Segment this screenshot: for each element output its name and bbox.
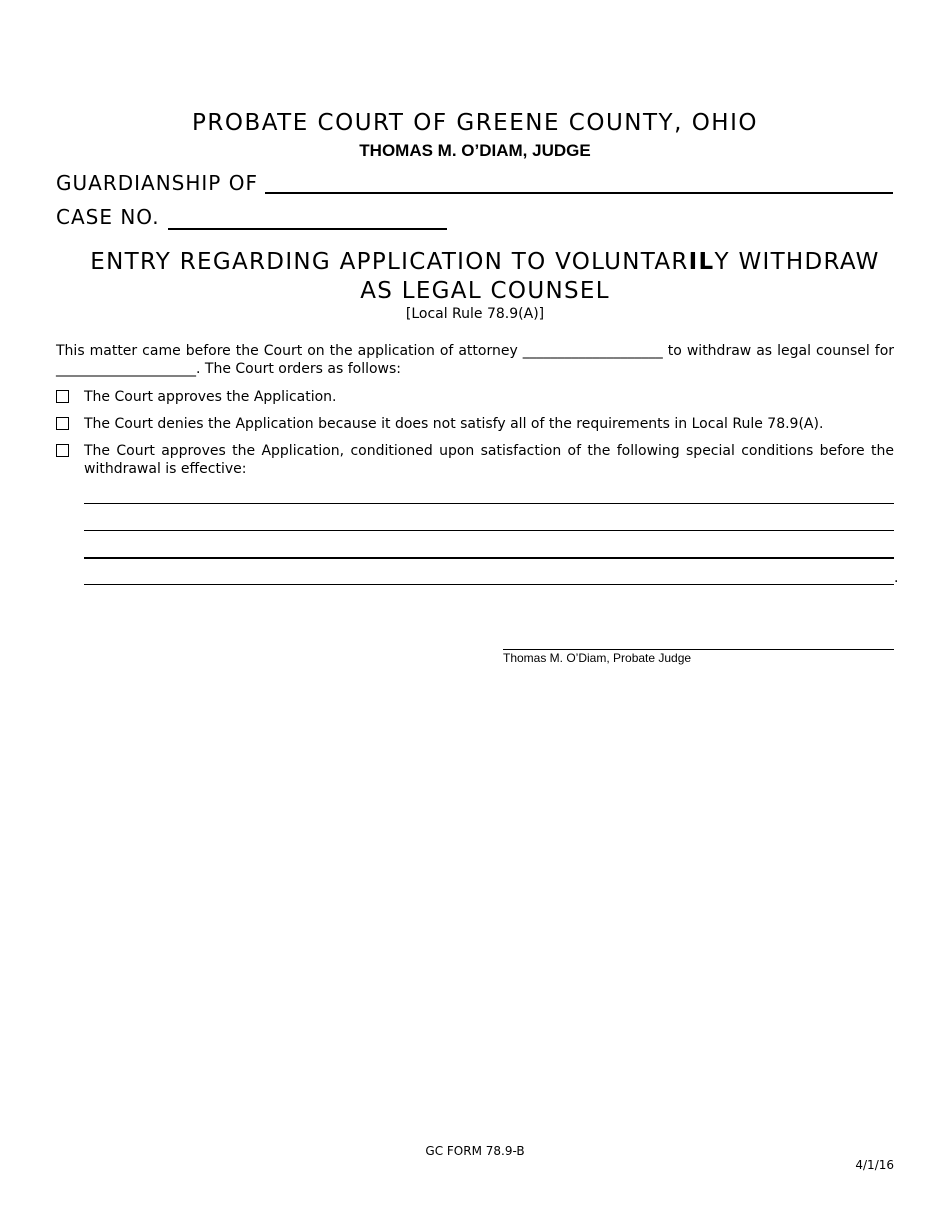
signature-label: Thomas M. O’Diam, Probate Judge xyxy=(503,651,692,665)
entry-title-line2: AS LEGAL COUNSEL xyxy=(360,278,610,304)
deny-checkbox[interactable] xyxy=(56,417,69,430)
signature-line[interactable] xyxy=(503,649,894,650)
case-no-field[interactable] xyxy=(168,228,447,230)
deny-text: The Court denies the Application because it does not satisfy all of the requirements in Local Rule 78.9(A). xyxy=(84,416,824,432)
condition-line[interactable] xyxy=(84,584,894,585)
rule-reference: [Local Rule 78.9(A)] xyxy=(405,306,545,322)
judge-name: THOMAS M. O’DIAM, JUDGE xyxy=(359,141,591,160)
conditional-text: The Court approves the Application, conditioned upon satisfaction of the following special conditions before the withdrawal is effective: xyxy=(84,443,894,477)
approve-text: The Court approves the Application. xyxy=(84,389,337,405)
condition-line[interactable] xyxy=(84,530,894,531)
court-title: PROBATE COURT OF GREENE COUNTY, OHIO xyxy=(191,110,758,136)
entry-title-part1: ENTRY REGARDING APPLICATION TO VOLUNTAR xyxy=(90,249,689,275)
intro-text-3: . The Court orders as follows: xyxy=(196,361,401,377)
entry-title-bold: IL xyxy=(688,249,715,275)
entry-title-part2: Y WITHDRAW xyxy=(714,249,880,275)
intro-paragraph xyxy=(56,342,894,378)
attorney-blank[interactable]: ____________________ xyxy=(522,343,663,359)
conditional-checkbox[interactable] xyxy=(56,444,69,457)
form-id: GC FORM 78.9-B xyxy=(425,1144,525,1158)
form-date: 4/1/16 xyxy=(855,1158,894,1172)
intro-text-1: This matter came before the Court on the application of attorney xyxy=(56,343,518,359)
case-no-label: CASE NO. xyxy=(56,205,160,229)
intro-text-2: to withdraw as legal counsel for xyxy=(667,343,895,359)
client-blank[interactable]: ____________________ xyxy=(56,361,196,377)
condition-line[interactable] xyxy=(84,503,894,504)
guardianship-field[interactable] xyxy=(265,192,893,194)
entry-title xyxy=(80,248,890,306)
conditions-period: . xyxy=(894,570,899,586)
condition-line[interactable] xyxy=(84,557,894,559)
approve-checkbox[interactable] xyxy=(56,390,69,403)
guardianship-label: GUARDIANSHIP OF xyxy=(56,171,258,195)
